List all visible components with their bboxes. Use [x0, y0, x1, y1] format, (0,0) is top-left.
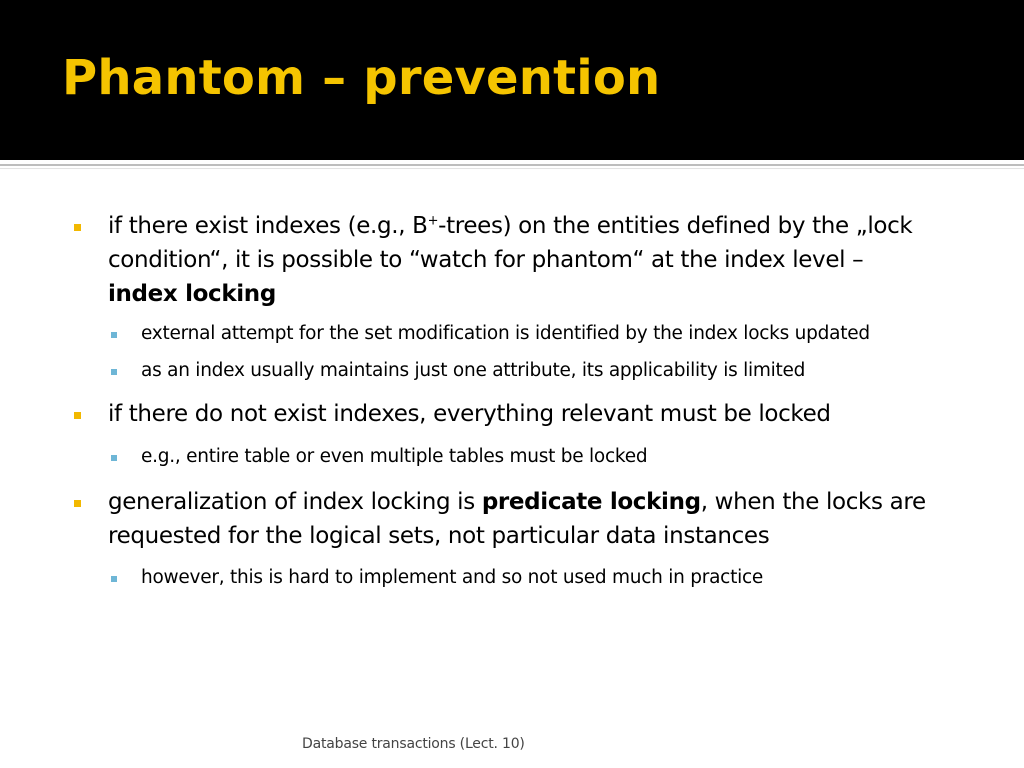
small-square-bullet-icon	[111, 332, 117, 338]
small-square-bullet-icon	[111, 369, 117, 375]
bullet-1-bold-term: index locking	[108, 281, 276, 307]
bullet-3-text	[108, 485, 968, 553]
slide-footer: Database transactions (Lect. 10)	[302, 736, 525, 752]
bullet-3-text-start: generalization of index locking is	[108, 489, 482, 515]
bullet-1-text-start: if there exist indexes (e.g., B	[108, 213, 428, 239]
sub-bullet-1-2: as an index usually maintains just one attribute, its applicability is limited	[141, 360, 806, 381]
square-bullet-icon	[74, 500, 81, 507]
sub-bullet-1-1: external attempt for the set modification is identified by the index locks updated	[141, 323, 870, 344]
title-divider	[0, 164, 1024, 166]
bullet-2-text: if there do not exist indexes, everything relevant must be locked	[108, 401, 831, 427]
bullet-1-text-end: -trees) on the entities defined by the „lock condition“, it is possible to “watch for phantom“ at the index level –	[108, 213, 913, 273]
square-bullet-icon	[74, 412, 81, 419]
sub-bullet-3-1: however, this is hard to implement and so not used much in practice	[141, 567, 764, 588]
slide-title: Phantom – prevention	[62, 50, 661, 106]
small-square-bullet-icon	[111, 576, 117, 582]
square-bullet-icon	[74, 224, 81, 231]
bullet-3-bold-term: predicate locking	[481, 489, 701, 515]
small-square-bullet-icon	[111, 455, 117, 461]
title-divider-light	[0, 168, 1024, 169]
sub-bullet-2-1: e.g., entire table or even multiple tables must be locked	[141, 446, 648, 467]
bullet-1-superscript: +	[427, 213, 439, 229]
bullet-1-text	[108, 209, 968, 311]
bullet-3-text-end: , when the locks are requested for the logical sets, not particular data instances	[108, 489, 926, 549]
